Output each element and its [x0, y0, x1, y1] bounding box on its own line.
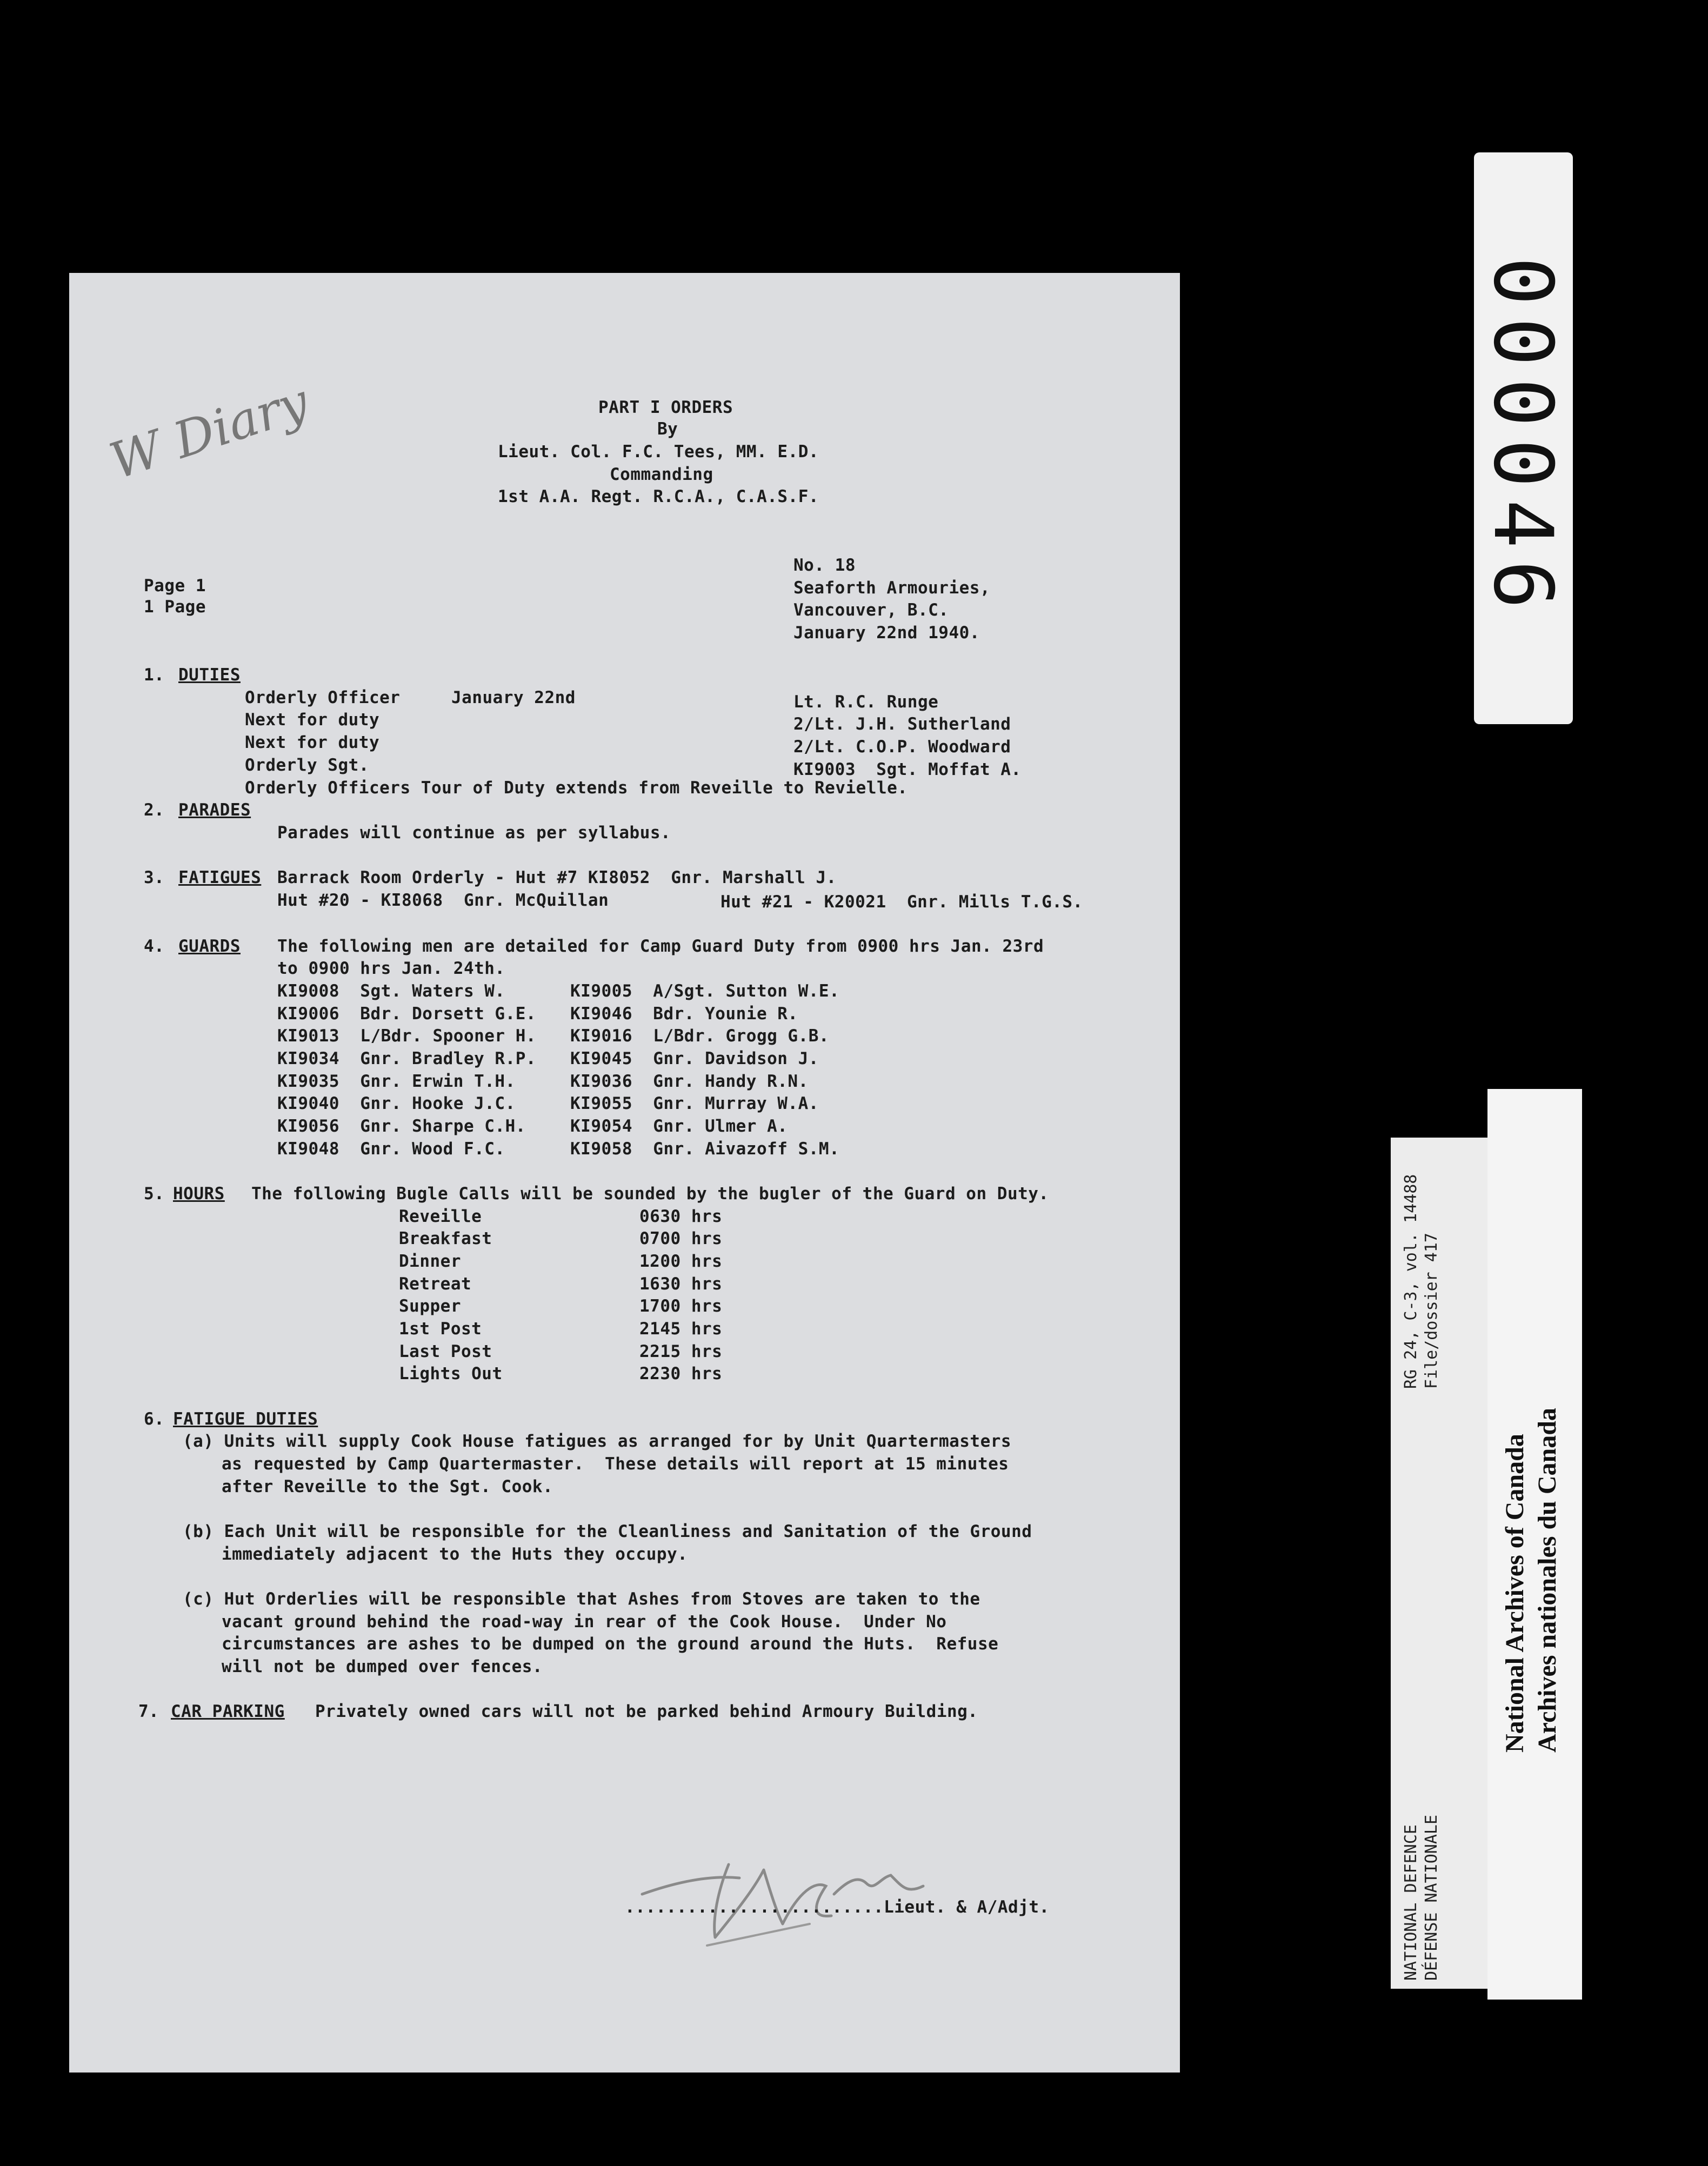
section-number: 1.	[144, 665, 165, 685]
duty-note: Orderly Officers Tour of Duty extends from Reveille to Revielle.	[245, 778, 908, 798]
fatigues-line-2b: Hut #21 - K20021 Gnr. Mills T.G.S.	[720, 892, 1083, 912]
fatigue-duty-c-line: circumstances are ashes to be dumped on the ground around the Huts. Refuse	[222, 1634, 999, 1654]
bugle-call: Supper	[399, 1296, 461, 1316]
fatigue-duty-b-line: immediately adjacent to the Huts they occupy.	[222, 1545, 688, 1564]
bugle-call: Lights Out	[399, 1364, 503, 1383]
guard-entry: KI9056 Gnr. Sharpe C.H.	[277, 1117, 526, 1136]
guard-entry: KI9035 Gnr. Erwin T.H.	[277, 1072, 516, 1091]
orders-commanding: Commanding	[610, 465, 713, 484]
guards-intro-2: to 0900 hrs Jan. 24th.	[277, 959, 505, 978]
guard-entry: KI9058 Gnr. Aivazoff S.M.	[570, 1139, 840, 1159]
guard-entry: KI9034 Gnr. Bradley R.P.	[277, 1049, 537, 1068]
section-number: 7.	[138, 1702, 159, 1721]
fatigue-duty-a-line: after Reveille to the Sgt. Cook.	[222, 1477, 553, 1496]
archive-number: 000046	[1476, 257, 1570, 621]
fatigues-line-2a: Hut #20 - KI8068 Gnr. McQuillan	[277, 891, 609, 910]
section-heading-hours: HOURS	[173, 1184, 225, 1204]
bugle-time: 1630 hrs	[639, 1274, 723, 1294]
guard-entry: KI9006 Bdr. Dorsett G.E.	[277, 1004, 537, 1024]
fatigue-duty-b-line: (b) Each Unit will be responsible for the Cleanliness and Sanitation of the Ground	[183, 1522, 1032, 1541]
bugle-call: Reveille	[399, 1207, 482, 1226]
section-number: 5.	[144, 1184, 165, 1204]
bugle-call: 1st Post	[399, 1319, 482, 1339]
fatigue-duty-a-line: (a) Units will supply Cook House fatigues as arranged for by Unit Quartermasters	[183, 1432, 1012, 1451]
duty-label: Orderly Officer	[245, 688, 401, 707]
bugle-time: 2230 hrs	[639, 1364, 723, 1383]
guard-entry: KI9036 Gnr. Handy R.N.	[570, 1072, 809, 1091]
fatigue-duty-c-line: (c) Hut Orderlies will be responsible that Ashes from Stoves are taken to the	[183, 1589, 980, 1609]
hours-intro: The following Bugle Calls will be sounded by the bugler of the Guard on Duty.	[251, 1184, 1049, 1204]
guard-entry: KI9048 Gnr. Wood F.C.	[277, 1139, 505, 1159]
handwritten-note: W Diary	[103, 372, 316, 491]
bugle-time: 1700 hrs	[639, 1296, 723, 1316]
department-line-2: DÉFENSE NATIONALE	[1422, 1814, 1441, 1981]
guard-entry: KI9016 L/Bdr. Grogg G.B.	[570, 1026, 830, 1046]
parades-text: Parades will continue as per syllabus.	[277, 823, 671, 843]
section-heading-guards: GUARDS	[178, 937, 241, 956]
duty-date: January 22nd	[451, 688, 576, 707]
section-number: 2.	[144, 800, 165, 820]
bugle-call: Breakfast	[399, 1229, 492, 1248]
guard-entry: KI9054 Gnr. Ulmer A.	[570, 1117, 788, 1136]
order-date: January 22nd 1940.	[793, 623, 980, 643]
bugle-time: 0630 hrs	[639, 1207, 723, 1226]
orders-title: PART I ORDERS	[598, 398, 733, 417]
bugle-time: 2215 hrs	[639, 1342, 723, 1361]
archives-name-fr: Archives nationales du Canada	[1533, 1408, 1562, 1753]
guard-entry: KI9013 L/Bdr. Spooner H.	[277, 1026, 537, 1046]
duty-name: 2/Lt. C.O.P. Woodward	[793, 737, 1011, 757]
section-heading-parades: PARADES	[178, 800, 251, 820]
duty-name: 2/Lt. J.H. Sutherland	[793, 714, 1011, 734]
section-heading-duties: DUTIES	[178, 665, 241, 685]
guard-entry: KI9040 Gnr. Hooke J.C.	[277, 1094, 516, 1113]
order-place-1: Seaforth Armouries,	[793, 578, 991, 598]
orders-by: By	[657, 419, 678, 439]
section-number: 4.	[144, 937, 165, 956]
bugle-call: Dinner	[399, 1252, 461, 1271]
fatigue-duty-c-line: will not be dumped over fences.	[222, 1657, 543, 1676]
department-line-1: NATIONAL DEFENCE	[1402, 1824, 1420, 1981]
reference-label-slip	[1391, 1138, 1496, 1989]
order-number: No. 18	[793, 556, 856, 575]
car-parking-text: Privately owned cars will not be parked behind Armoury Building.	[315, 1702, 978, 1721]
fatigue-duty-a-line: as requested by Camp Quartermaster. These details will report at 15 minutes	[222, 1454, 1009, 1474]
section-heading-car-parking: CAR PARKING	[171, 1702, 285, 1721]
guard-entry: KI9005 A/Sgt. Sutton W.E.	[570, 981, 840, 1001]
duty-name: KI9003 Sgt. Moffat A.	[793, 760, 1022, 779]
duty-name: Lt. R.C. Runge	[793, 692, 939, 712]
bugle-time: 1200 hrs	[639, 1252, 723, 1271]
fatigues-line-1: Barrack Room Orderly - Hut #7 KI8052 Gnr. Marshall J.	[277, 868, 837, 887]
page-number: Page 1	[144, 576, 206, 596]
duty-label: Orderly Sgt.	[245, 756, 369, 775]
guard-entry: KI9046 Bdr. Younie R.	[570, 1004, 798, 1024]
guard-entry: KI9008 Sgt. Waters W.	[277, 981, 505, 1001]
signature-line: .........................Lieut. & A/Adjt.	[625, 1897, 1050, 1917]
orders-unit: 1st A.A. Regt. R.C.A., C.A.S.F.	[498, 487, 819, 506]
duty-label: Next for duty	[245, 710, 380, 730]
reference-line-1: RG 24, C-3, vol. 14488	[1402, 1174, 1420, 1389]
orders-commander: Lieut. Col. F.C. Tees, MM. E.D.	[498, 442, 819, 462]
archives-name-en: National Archives of Canada	[1500, 1434, 1529, 1753]
page-count: 1 Page	[144, 597, 206, 617]
guard-entry: KI9055 Gnr. Murray W.A.	[570, 1094, 819, 1113]
bugle-call: Retreat	[399, 1274, 472, 1294]
guard-entry: KI9045 Gnr. Davidson J.	[570, 1049, 819, 1068]
reference-line-2: File/dossier 417	[1422, 1233, 1441, 1389]
order-place-2: Vancouver, B.C.	[793, 600, 949, 620]
fatigue-duty-c-line: vacant ground behind the road-way in rear of the Cook House. Under No	[222, 1612, 947, 1632]
bugle-call: Last Post	[399, 1342, 492, 1361]
section-heading-fatigue-duties: FATIGUE DUTIES	[173, 1409, 318, 1429]
archive-number-strip	[1474, 152, 1573, 724]
section-number: 6.	[144, 1409, 165, 1429]
duty-label: Next for duty	[245, 733, 380, 752]
bugle-time: 2145 hrs	[639, 1319, 723, 1339]
guards-intro-1: The following men are detailed for Camp Guard Duty from 0900 hrs Jan. 23rd	[277, 937, 1044, 956]
archives-label-slip	[1487, 1089, 1582, 2000]
bugle-time: 0700 hrs	[639, 1229, 723, 1248]
section-heading-fatigues: FATIGUES	[178, 868, 262, 887]
document-page	[69, 273, 1180, 2073]
section-number: 3.	[144, 868, 165, 887]
